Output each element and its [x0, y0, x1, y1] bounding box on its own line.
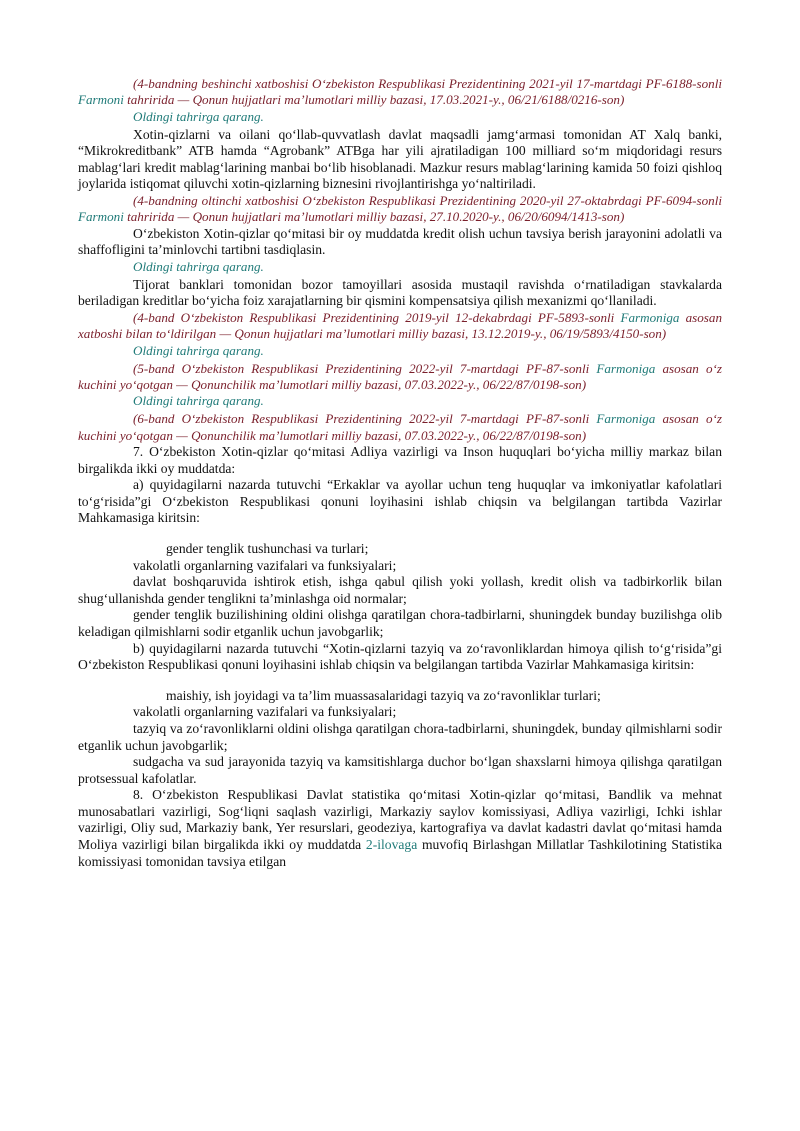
paragraph: Xotin-qizlarni va oilani qo‘llab-quvvatlash davlat maqsadli jamg‘armasi tomonidan AT Xalq banki, “Mikrokreditbank” ATB hamda “Agrobank” ATBga har yili ajratiladigan 100 milliard so‘m miqdoridagi resurs mablag‘lari kredit mablag‘larining manbai bo‘lib hisoblanadi. Mazkur resurs mablag‘larining kamida 50 foizi qishloq joylarida istiqomat qiluvchi xotin-qizlarning biznesini rivojlantirishga yo‘naltiriladi.	[78, 126, 722, 192]
list-item: vakolatli organlarning vazifalari va funksiyalari;	[133, 704, 397, 720]
amendment-note: (5-band O‘zbekiston Respublikasi Prezidentining 2022-yil 7-martdagi PF-87-sonli Farmoniga asosan o‘z kuchini yo‘qotgan — Qonunchilik ma’lumotlari milliy bazasi, 07.03.2022-y., 06/22/87/0198-son)	[78, 360, 722, 392]
decree-link[interactable]: Farmoniga	[620, 309, 680, 325]
appendix-2-link[interactable]: 2-ilovaga	[365, 837, 418, 853]
section-7-paragraph: 7. O‘zbekiston Xotin-qizlar qo‘mitasi Adliya vazirligi va Inson huquqlari bo‘yicha milliy markaz bilan birgalikda ikki oy muddatda:	[78, 444, 722, 476]
amendment-note: (4-bandning oltinchi xatboshisi O‘zbekiston Respublikasi Prezidentining 2020-yil 27-oktabrdagi PF-6094-sonli Farmoni tahririda — Qonun hujjatlari ma’lumotlari milliy bazasi, 27.10.2020-y., 06/20/6094/1413-son)	[78, 192, 722, 225]
list-item: davlat boshqaruvida ishtirok etish, ishga qabul qilish yoki yollash, kredit olish va tadbirkorlik bilan shug‘ullanishda gender tenglikni ta’minlashga oid normalar;	[78, 574, 722, 606]
list-item: tazyiq va zo‘ravonliklarni oldini olishga qaratilgan chora-tadbirlarni, shuningdek, bunday qilmishlarni sodir etganlik uchun javobgarlik;	[78, 720, 722, 753]
list-item: sudgacha va sud jarayonida tazyiq va kamsitishlarga duchor bo‘lgan shaxslarni himoya qilishga qaratilgan protsessual kafolatlar.	[78, 754, 722, 786]
previous-version-link[interactable]: Oldingi tahrirga qarang.	[133, 258, 264, 274]
paragraph: Tijorat banklari tomonidan bozor tamoyillari asosida mustaqil ravishda o‘rnatiladigan stavkalarda beriladigan kreditlar bo‘yicha foiz xarajatlarning bir qismini kompensatsiya qilish mexanizmi qo‘llaniladi.	[78, 276, 722, 309]
amendment-note: (6-band O‘zbekiston Respublikasi Prezidentining 2022-yil 7-martdagi PF-87-sonli Farmoniga asosan o‘z kuchini yo‘qotgan — Qonunchilik ma’lumotlari milliy bazasi, 07.03.2022-y., 06/22/87/0198-son)	[78, 411, 722, 443]
amendment-note: (4-bandning beshinchi xatboshisi O‘zbekiston Respublikasi Prezidentining 2021-yil 17-martdagi PF-6188-sonli Farmoni tahririda — Qonun hujjatlari ma’lumotlari milliy bazasi, 17.03.2021-y., 06/21/6188/0216-son)	[78, 76, 722, 108]
previous-version-link[interactable]: Oldingi tahrirga qarang.	[133, 393, 264, 409]
previous-version-link[interactable]: Oldingi tahrirga qarang.	[133, 342, 264, 358]
decree-link[interactable]: Farmoni	[78, 92, 124, 108]
amendment-note: (4-band O‘zbekiston Respublikasi Prezidentining 2019-yil 12-dekabrdagi PF-5893-sonli Farmoniga asosan xatboshi bilan to‘ldirilgan — Qonun hujjatlari ma’lumotlari milliy bazasi, 13.12.2019-y., 06/19/5893/4150-son)	[78, 309, 722, 342]
item-a-paragraph: a) quyidagilarni nazarda tutuvchi “Erkaklar va ayollar uchun teng huquqlar va imkoniyatlar kafolatlari to‘g‘risida”gi O‘zbekiston Respublikasi qonuni loyihasini ishlab chiqsin va belgilangan tartibda Vazirlar Mahkamasiga kiritsin:	[78, 477, 722, 526]
decree-link[interactable]: Farmoniga	[596, 411, 656, 427]
list-item: gender tenglik buzilishining oldini olishga qaratilgan chora-tadbirlarni, shuningdek bunday buzilishga olib keladigan qilmishlarni sodir etganlik uchun javobgarlik;	[78, 607, 722, 639]
section-8-paragraph: 8. O‘zbekiston Respublikasi Davlat statistika qo‘mitasi Xotin-qizlar qo‘mitasi, Bandlik va mehnat munosabatlari vazirligi, Sog‘liqni saqlash vazirligi, Markaziy saylov komissiyasi, Adliya vazirligi, Ichki ishlar vazirligi, Oliy sud, Markaziy bank, Yer resurslari, geodeziya, kartografiya va davlat kadastri davlat qo‘mitasi hamda Moliya vazirligi bilan birgalikda ikki oy muddatda 2-ilovaga muvofiq Birlashgan Millatlar Tashkilotining Statistika komissiyasi tomonidan tavsiya etilgan	[78, 787, 722, 869]
previous-version-link[interactable]: Oldingi tahrirga qarang.	[133, 108, 264, 124]
list-item: maishiy, ish joyidagi va ta’lim muassasalaridagi tazyiq va zo‘ravonliklar turlari;	[166, 687, 601, 703]
paragraph: O‘zbekiston Xotin-qizlar qo‘mitasi bir oy muddatda kredit olish uchun tavsiya berish jarayonini adolatli va shaffofligini ta’minlovchi tartibni tasdiqlasin.	[78, 225, 722, 258]
item-b-paragraph: b) quyidagilarni nazarda tutuvchi “Xotin-qizlarni tazyiq va zo‘ravonliklardan himoya qilish to‘g‘risida”gi O‘zbekiston Respublikasi qonuni loyihasini ishlab chiqsin va belgilangan tartibda Vazirlar Mahkamasiga kiritsin:	[78, 640, 722, 673]
decree-link[interactable]: Farmoni	[78, 209, 124, 225]
spacer	[78, 674, 722, 688]
list-item: gender tenglik tushunchasi va turlari;	[166, 540, 369, 556]
decree-link[interactable]: Farmoniga	[596, 360, 656, 376]
spacer	[78, 527, 722, 541]
list-item: vakolatli organlarning vazifalari va funksiyalari;	[133, 557, 397, 573]
